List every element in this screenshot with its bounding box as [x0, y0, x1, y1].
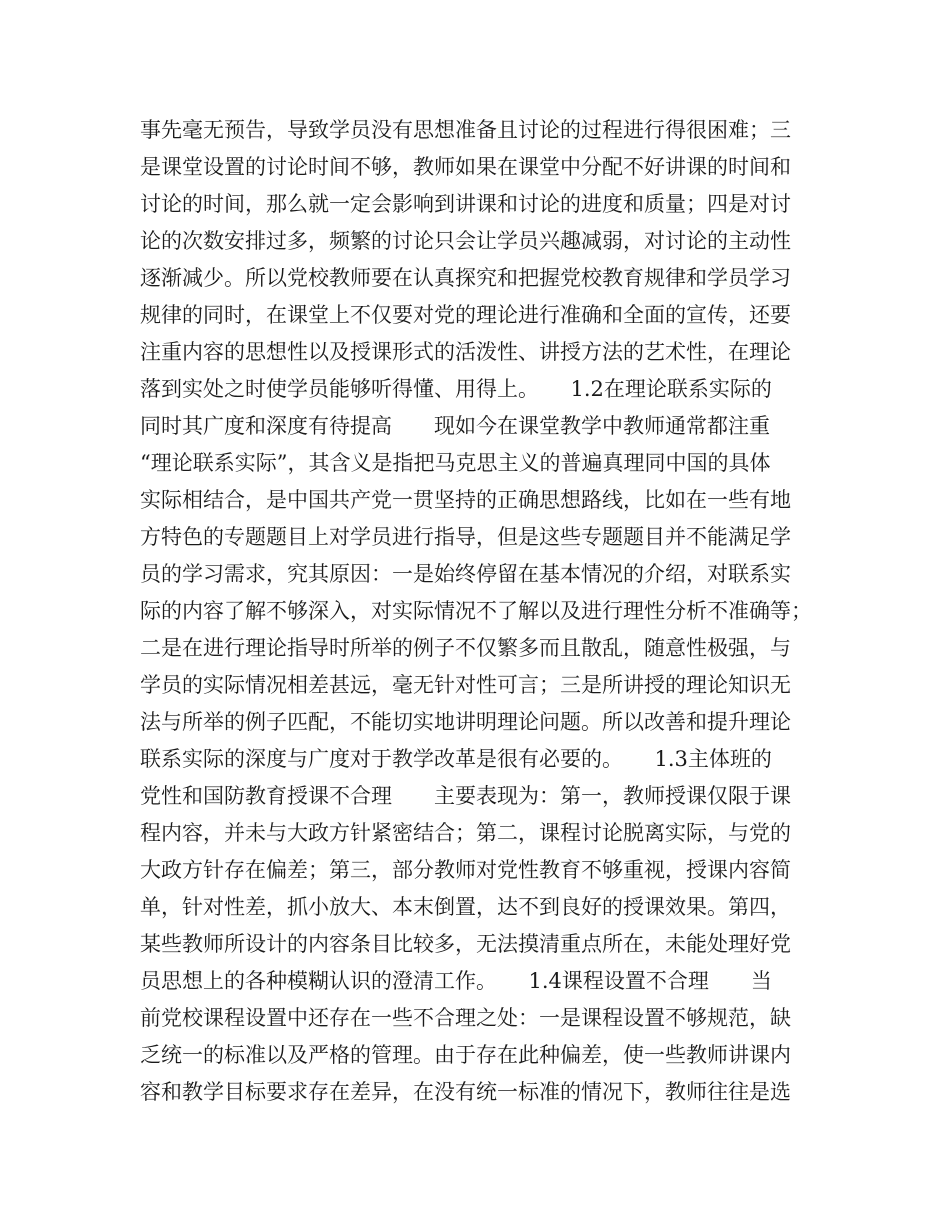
text-line: 逐渐减少。所以党校教师要在认真探究和把握党校教育规律和学员学习	[140, 266, 791, 290]
text-line: 讨论的时间，那么就一定会影响到讲课和讨论的进度和质量；四是对讨	[140, 192, 791, 216]
text-line: 实际相结合，是中国共产党一贯坚持的正确思想路线，比如在一些有地	[140, 488, 791, 512]
text-line: 员思想上的各种模糊认识的澄清工作。 1.4课程设置不合理 当	[140, 969, 772, 993]
text-line: 是课堂设置的讨论时间不够，教师如果在课堂中分配不好讲课的时间和	[140, 155, 791, 179]
text-line: 乏统一的标准以及严格的管理。由于存在此种偏差，使一些教师讲课内	[140, 1043, 791, 1067]
text-line: 注重内容的思想性以及授课形式的活泼性、讲授方法的艺术性，在理论	[140, 340, 791, 364]
text-line: 事先毫无预告，导致学员没有思想准备且讨论的过程进行得很困难；三	[140, 118, 791, 142]
text-line: 规律的同时，在课堂上不仅要对党的理论进行准确和全面的宣传，还要	[140, 303, 791, 327]
text-line: 同时其广度和深度有待提高 现如今在课堂教学中教师通常都注重	[140, 414, 770, 438]
text-line: 法与所举的例子匹配，不能切实地讲明理论问题。所以改善和提升理论	[140, 710, 791, 734]
text-line: 方特色的专题题目上对学员进行指导，但是这些专题题目并不能满足学	[140, 525, 791, 549]
text-line: 联系实际的深度与广度对于教学改革是很有必要的。 1.3主体班的	[140, 747, 772, 771]
text-line: 员的学习需求，究其原因：一是始终停留在基本情况的介绍，对联系实	[140, 562, 791, 586]
text-line: “理论联系实际”，其含义是指把马克思主义的普遍真理同中国的具体	[140, 451, 771, 475]
text-line: 容和教学目标要求存在差异，在没有统一标准的情况下，教师往往是选	[140, 1080, 791, 1104]
text-line: 单，针对性差，抓小放大、本末倒置，达不到良好的授课效果。第四，	[140, 895, 791, 919]
body-text	[140, 112, 830, 1111]
text-line: 学员的实际情况相差甚远，毫无针对性可言；三是所讲授的理论知识无	[140, 673, 791, 697]
text-line: 党性和国防教育授课不合理 主要表现为：第一，教师授课仅限于课	[140, 784, 791, 808]
text-line: 落到实处之时使学员能够听得懂、用得上。 1.2在理论联系实际的	[140, 377, 772, 401]
text-line: 二是在进行理论指导时所举的例子不仅繁多而且散乱，随意性极强，与	[140, 636, 791, 660]
text-line: 某些教师所设计的内容条目比较多，无法摸清重点所在，未能处理好党	[140, 932, 791, 956]
text-line: 论的次数安排过多，频繁的讨论只会让学员兴趣减弱，对讨论的主动性	[140, 229, 791, 253]
text-line: 前党校课程设置中还存在一些不合理之处：一是课程设置不够规范，缺	[140, 1006, 791, 1030]
text-line: 程内容，并未与大政方针紧密结合；第二，课程讨论脱离实际，与党的	[140, 821, 791, 845]
text-line: 际的内容了解不够深入，对实际情况不了解以及进行理性分析不准确等；	[140, 599, 812, 623]
text-line: 大政方针存在偏差；第三，部分教师对党性教育不够重视，授课内容简	[140, 858, 791, 882]
